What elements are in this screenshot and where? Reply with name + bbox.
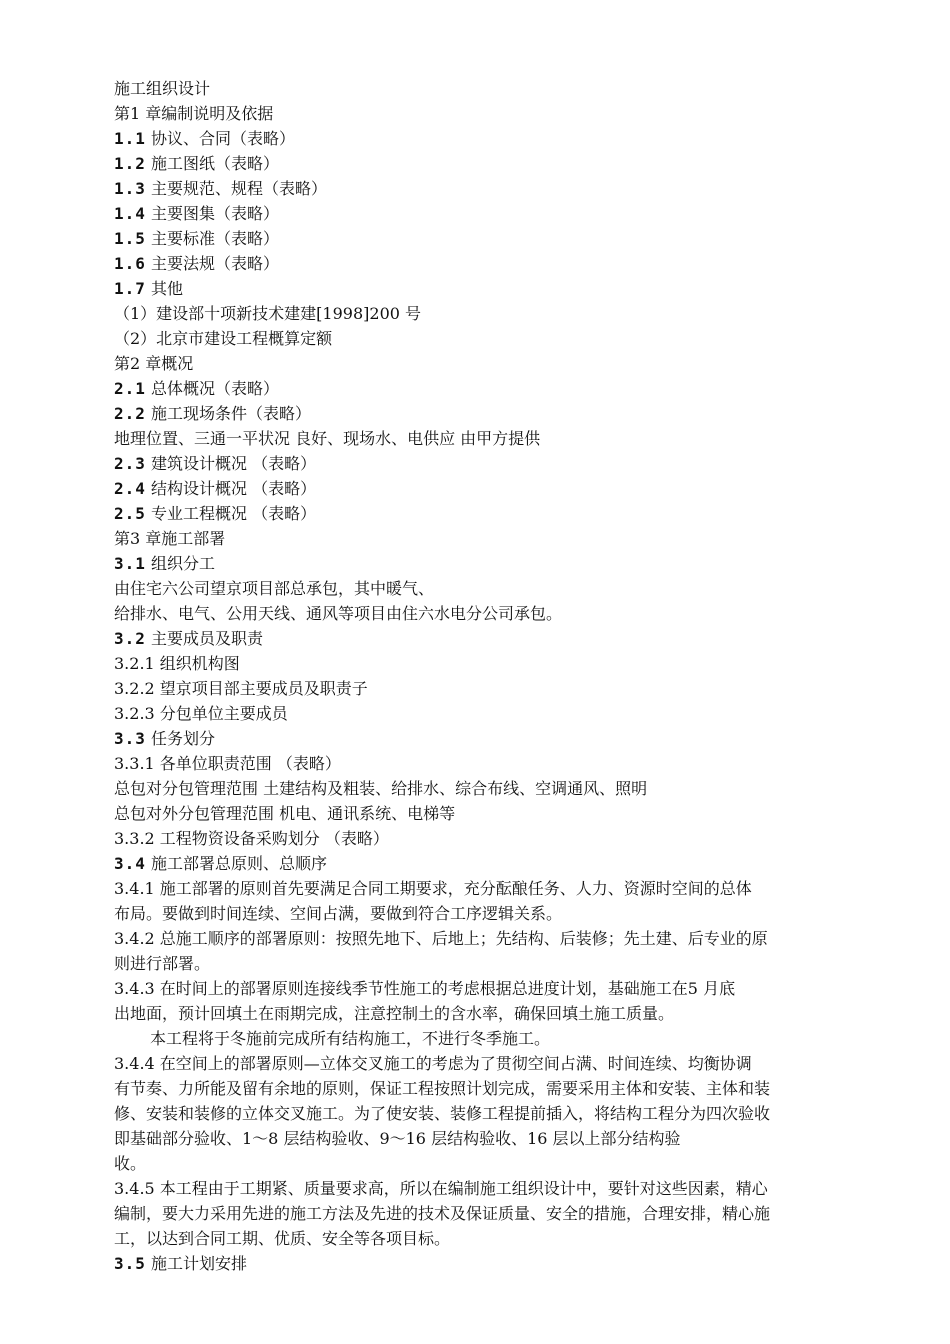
section-3-4-5-line-3: 工，以达到合同工期、优质、安全等各项目标。 [114,1229,451,1248]
section-3-4: 3.4 施工部署总原则、总顺序 [114,854,328,873]
section-3-5: 3.5 施工计划安排 [114,1254,248,1273]
section-3-4-4-line-2: 有节奏、力所能及留有余地的原则，保证工程按照计划完成，需要采用主体和安装、主体和装 [114,1079,771,1098]
document-title: 施工组织设计 [114,79,211,98]
section-1-1: 1.1 协议、合同（表略） [114,129,296,148]
section-3-1: 3.1 组织分工 [114,554,216,573]
section-3-3-1-scope-b: 总包对外分包管理范围 机电、通讯系统、电梯等 [114,804,456,823]
section-3-4-2-line-2: 则进行部署。 [114,954,211,973]
section-3-4-3-line-1: 3.4.3 在时间上的部署原则连接线季节性施工的考虑根据总进度计划，基础施工在5 月底 [114,979,736,998]
section-3-4-1-line-1: 3.4.1 施工部署的原则首先要满足合同工期要求，充分酝酿任务、人力、资源时空间的总体 [114,879,752,898]
section-2-2: 2.2 施工现场条件（表略） [114,404,312,423]
document-page [114,76,872,1276]
section-3-1-text-2: 给排水、电气、公用天线、通风等项目由住六水电分公司承包。 [114,604,563,623]
section-3-2-2: 3.2.2 望京项目部主要成员及职责子 [114,679,368,698]
section-3-3-1: 3.3.1 各单位职责范围 （表略） [114,754,341,773]
section-1-3: 1.3 主要规范、规程（表略） [114,179,328,198]
section-2-3: 2.3 建筑设计概况 （表略） [114,454,317,473]
section-3-4-3-line-2: 出地面，预计回填土在雨期完成，注意控制土的含水率，确保回填土施工质量。 [114,1004,675,1023]
section-1-7-item-1: （1）建设部十项新技术建建[1998]200 号 [114,304,422,323]
section-3-4-1-line-2: 布局。要做到时间连续、空间占满，要做到符合工序逻辑关系。 [114,904,563,923]
chapter-1-heading: 第1 章编制说明及依据 [114,104,274,123]
section-3-2: 3.2 主要成员及职责 [114,629,264,648]
section-3-2-3: 3.2.3 分包单位主要成员 [114,704,288,723]
section-1-7: 1.7 其他 [114,279,184,298]
section-3-4-4-line-4: 即基础部分验收、1～8 层结构验收、9～16 层结构验收、16 层以上部分结构验 [114,1129,681,1148]
section-3-3-2: 3.3.2 工程物资设备采购划分 （表略） [114,829,389,848]
section-2-2-text: 地理位置、三通一平状况 良好、现场水、电供应 由甲方提供 [114,429,541,448]
section-1-6: 1.6 主要法规（表略） [114,254,280,273]
section-3-2-1: 3.2.1 组织机构图 [114,654,240,673]
section-3-4-4-line-5: 收。 [114,1154,147,1173]
chapter-2-heading: 第2 章概况 [114,354,194,373]
section-3-4-4-line-1: 3.4.4 在空间上的部署原则—立体交叉施工的考虑为了贯彻空间占满、时间连续、均衡协调 [114,1054,752,1073]
section-1-4: 1.4 主要图集（表略） [114,204,280,223]
section-1-2: 1.2 施工图纸（表略） [114,154,280,173]
section-2-4: 2.4 结构设计概况 （表略） [114,479,317,498]
section-2-1: 2.1 总体概况（表略） [114,379,280,398]
section-3-3-1-scope-a: 总包对分包管理范围 土建结构及粗装、给排水、综合布线、空调通风、照明 [114,779,648,798]
section-3-4-5-line-2: 编制，要大力采用先进的施工方法及先进的技术及保证质量、安全的措施，合理安排，精心施 [114,1204,771,1223]
chapter-3-heading: 第3 章施工部署 [114,529,226,548]
section-3-4-5-line-1: 3.4.5 本工程由于工期紧、质量要求高，所以在编制施工组织设计中，要针对这些因素，精心 [114,1179,768,1198]
section-3-1-text-1: 由住宅六公司望京项目部总承包，其中暖气、 [114,579,435,598]
section-1-5: 1.5 主要标准（表略） [114,229,280,248]
section-3-4-2-line-1: 3.4.2 总施工顺序的部署原则：按照先地下、后地上；先结构、后装修；先土建、后专业的原 [114,929,768,948]
section-3-3: 3.3 任务划分 [114,729,216,748]
section-3-4-4-line-3: 修、安装和装修的立体交叉施工。为了使安装、装修工程提前插入，将结构工程分为四次验收 [114,1104,771,1123]
section-2-5: 2.5 专业工程概况 （表略） [114,504,317,523]
section-3-4-3-line-3: 本工程将于冬施前完成所有结构施工，不进行冬季施工。 [150,1029,551,1048]
section-1-7-item-2: （2）北京市建设工程概算定额 [114,329,333,348]
